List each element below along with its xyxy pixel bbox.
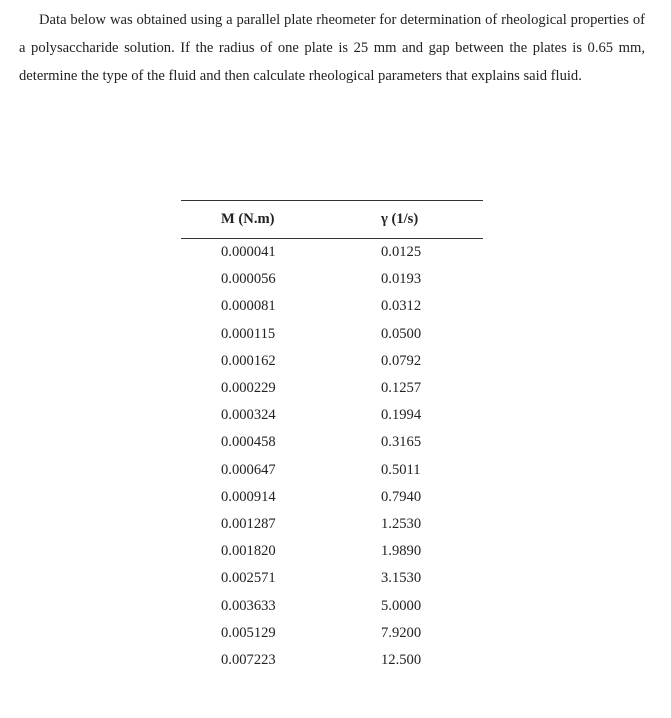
table-row xyxy=(181,321,483,348)
table-row xyxy=(181,239,483,267)
header-torque: M (N.m) xyxy=(221,211,275,227)
header-shear-rate: γ (1/s) xyxy=(381,211,419,227)
table-row xyxy=(181,402,483,429)
torque-cell: 0.005129 xyxy=(221,624,276,641)
table-row xyxy=(181,348,483,375)
torque-cell: 0.002571 xyxy=(221,570,276,587)
shear-rate-cell: 0.0792 xyxy=(381,352,422,369)
shear-rate-cell: 0.7940 xyxy=(381,488,422,505)
torque-cell: 0.000458 xyxy=(221,434,276,451)
table-header-row xyxy=(181,201,483,239)
table-row xyxy=(181,484,483,511)
torque-cell: 0.001287 xyxy=(221,515,276,532)
torque-cell: 0.001820 xyxy=(221,543,276,560)
shear-rate-cell: 3.1530 xyxy=(381,570,422,587)
shear-rate-cell: 0.1994 xyxy=(381,407,422,424)
table-row xyxy=(181,565,483,592)
torque-cell: 0.000056 xyxy=(221,271,276,288)
table-row xyxy=(181,620,483,647)
shear-rate-cell: 0.3165 xyxy=(381,434,422,451)
torque-cell: 0.000914 xyxy=(221,488,276,505)
torque-cell: 0.003633 xyxy=(221,597,276,614)
table-row xyxy=(181,375,483,402)
shear-rate-cell: 1.2530 xyxy=(381,515,422,532)
shear-rate-cell: 0.0125 xyxy=(381,244,422,261)
shear-rate-cell: 0.1257 xyxy=(381,380,422,397)
table-row xyxy=(181,457,483,484)
table-row xyxy=(181,647,483,674)
shear-rate-cell: 0.0193 xyxy=(381,271,422,288)
torque-cell: 0.000115 xyxy=(221,325,276,342)
table-row xyxy=(181,429,483,456)
table-row xyxy=(181,592,483,619)
table-row xyxy=(181,538,483,565)
torque-cell: 0.000324 xyxy=(221,407,276,424)
shear-rate-cell: 1.9890 xyxy=(381,543,422,560)
torque-cell: 0.000162 xyxy=(221,352,276,369)
torque-cell: 0.007223 xyxy=(221,651,276,668)
shear-rate-cell: 0.5011 xyxy=(381,461,421,478)
shear-rate-cell: 7.9200 xyxy=(381,624,422,641)
problem-statement: Data below was obtained using a parallel plate rheometer for determination of rheological properties of a polysaccharide solution. If the radius of one plate is 25 mm and gap between the plates is 0.65 mm, determine the type of the fluid and then calculate rheological parameters that explains said fluid. xyxy=(19,12,645,84)
torque-cell: 0.000081 xyxy=(221,298,276,315)
torque-cell: 0.000041 xyxy=(221,244,276,261)
table-row xyxy=(181,511,483,538)
torque-cell: 0.000229 xyxy=(221,380,276,397)
torque-cell: 0.000647 xyxy=(221,461,276,478)
shear-rate-cell: 0.0500 xyxy=(381,325,422,342)
data-table xyxy=(181,200,483,674)
shear-rate-cell: 0.0312 xyxy=(381,298,422,315)
table-row xyxy=(181,266,483,293)
shear-rate-cell: 12.500 xyxy=(381,651,422,668)
shear-rate-cell: 5.0000 xyxy=(381,597,422,614)
table-row xyxy=(181,293,483,320)
